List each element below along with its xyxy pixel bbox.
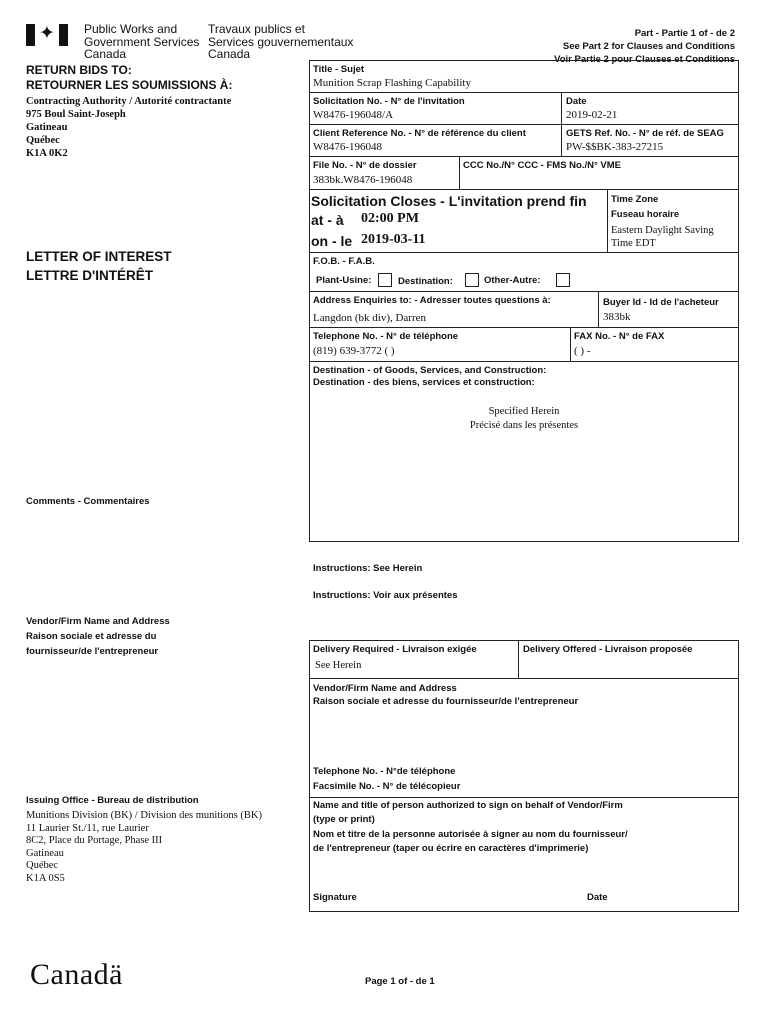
authorized-person-label-1: Name and title of person authorized to sign on behalf of Vendor/Firm	[313, 800, 623, 811]
other-autre-checkbox[interactable]	[556, 273, 570, 287]
delivery-offered-label: Delivery Offered - Livraison proposée	[523, 644, 693, 655]
return-bids-title: RETURN BIDS TO: RETOURNER LES SOUMISSIONS À:	[26, 63, 233, 92]
closing-date-value: 2019-03-11	[361, 232, 426, 247]
maple-leaf-icon: ✦	[39, 23, 55, 44]
date-label: Date	[566, 96, 587, 107]
delivery-required-label: Delivery Required - Livraison exigée	[313, 644, 477, 655]
canada-wordmark: Canadä	[30, 958, 123, 991]
fob-label: F.O.B. - F.A.B.	[313, 256, 375, 267]
vendor-name-label-fr: Raison sociale et adresse du fournisseur/de l'entrepreneur	[313, 696, 579, 707]
vendor-name-left-label: Vendor/Firm Name and Address Raison sociale et adresse du fournisseur/de l'entrepreneur	[26, 616, 170, 657]
file-number-value: 383bk.W8476-196048	[313, 174, 413, 186]
destination-goods-label-fr: Destination - des biens, services et construction:	[313, 377, 535, 388]
vendor-facsimile-label: Facsimile No. - N° de télécopieur	[313, 781, 461, 792]
gets-reference-label: GETS Ref. No. - N° de réf. de SEAG	[566, 128, 724, 139]
delivery-required-value: See Herein	[315, 660, 362, 671]
issuing-office-label: Issuing Office - Bureau de distribution	[26, 795, 199, 806]
address-enquiries-value: Langdon (bk div), Darren	[313, 312, 427, 324]
authorized-person-label-3: Nom et titre de la personne autorisée à signer au nom du fournisseur/	[313, 829, 628, 840]
comments-label: Comments - Commentaires	[26, 496, 150, 507]
file-number-label: File No. - N° de dossier	[313, 160, 417, 171]
gets-reference-value: PW-$$BK-383-27215	[566, 141, 664, 153]
closing-time-label: at - à	[311, 212, 344, 228]
vendor-name-label: Vendor/Firm Name and Address	[313, 683, 457, 694]
plant-usine-label: Plant-Usine:	[316, 275, 372, 286]
time-zone-value-2: Time EDT	[611, 238, 656, 249]
title-label: Title - Sujet	[313, 64, 365, 75]
destination-goods-label-en: Destination - of Goods, Services, and Construction:	[313, 365, 547, 376]
closing-date-label: on - le	[311, 233, 353, 249]
time-zone-value-1: Eastern Daylight Saving	[611, 225, 714, 236]
client-reference-value: W8476-196048	[313, 141, 383, 153]
fuseau-horaire-label: Fuseau horaire	[611, 209, 680, 220]
specified-herein-fr: Précisé dans les présentes	[469, 420, 579, 431]
ccc-number-label: CCC No./N° CCC - FMS No./N° VME	[463, 160, 622, 171]
department-name-fr: Travaux publics et Services gouvernementaux Canada	[208, 22, 354, 61]
instructions-fr: Instructions: Voir aux présentes	[313, 590, 458, 601]
client-reference-label: Client Reference No. - N° de référence du client	[313, 128, 526, 139]
solicitation-number-label: Solicitation No. - N° de l'invitation	[313, 96, 465, 107]
destination-label: Destination:	[398, 276, 453, 287]
solicitation-closes-title: Solicitation Closes - L'invitation prend fin	[311, 193, 587, 209]
authorized-person-label-2: (type or print)	[313, 814, 375, 825]
letter-of-interest-title: LETTER OF INTEREST LETTRE D'INTÉRÊT	[26, 249, 172, 283]
address-enquiries-label: Address Enquiries to: - Adresser toutes questions à:	[313, 295, 551, 306]
time-zone-label: Time Zone	[611, 194, 659, 205]
specified-herein-en: Specified Herein	[488, 406, 560, 417]
date-value: 2019-02-21	[566, 109, 618, 121]
department-name-en: Public Works and Government Services Canada	[84, 22, 200, 61]
plant-usine-checkbox[interactable]	[378, 273, 392, 287]
authorized-person-label-4: de l'entrepreneur (taper ou écrire en caractères d'imprimerie)	[313, 843, 589, 854]
part-indicator: Part - Partie 1 of - de 2 See Part 2 for Clauses and Conditions Voir Partie 2 pour Clauses et Conditions	[554, 28, 735, 65]
page-number: Page 1 of - de 1	[365, 976, 435, 987]
solicitation-number-value: W8476-196048/A	[313, 109, 394, 121]
fax-value: ( ) -	[574, 345, 591, 357]
signature-label: Signature	[313, 892, 357, 903]
other-autre-label: Other-Autre:	[484, 275, 541, 286]
issuing-office-address: Munitions Division (BK) / Division des munitions (BK) 11 Laurier St./11, rue Laurier 8C2, Place du Portage, Phase III Gatineau Québec K1A 0S5	[26, 810, 262, 884]
telephone-value: (819) 639-3772 ( )	[313, 345, 395, 357]
signature-date-label: Date	[587, 892, 608, 903]
vendor-telephone-label: Telephone No. - N°de téléphone	[313, 766, 456, 777]
buyer-id-label: Buyer Id - Id de l'acheteur	[603, 297, 719, 308]
instructions-en: Instructions: See Herein	[313, 563, 423, 574]
return-bids-address: Contracting Authority / Autorité contractante 975 Boul Saint-Joseph Gatineau Québec K1A 0K2	[26, 96, 232, 159]
fax-label: FAX No. - N° de FAX	[574, 331, 665, 342]
buyer-id-value: 383bk	[603, 311, 631, 323]
title-value: Munition Scrap Flashing Capability	[313, 77, 471, 89]
telephone-label: Telephone No. - N° de téléphone	[313, 331, 459, 342]
closing-time-value: 02:00 PM	[361, 211, 419, 226]
destination-checkbox[interactable]	[465, 273, 479, 287]
